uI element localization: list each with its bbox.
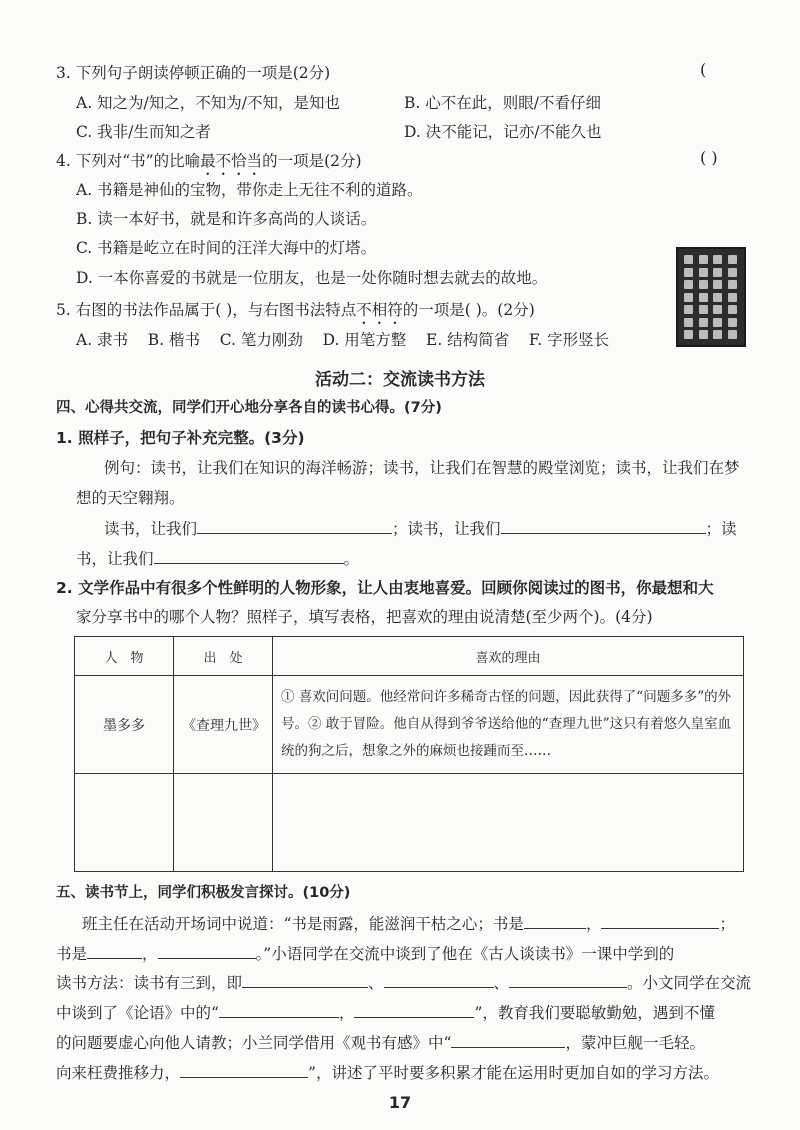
p5-text-2c: 。”小语同学在交流中谈到了他在《古人谈读书》一课中学到的 bbox=[255, 945, 675, 963]
cell-source-input[interactable] bbox=[174, 774, 273, 872]
p5-text-3d: 。小文同学在交流 bbox=[627, 974, 752, 992]
fill-text-e: 。 bbox=[343, 550, 360, 568]
q3-option-a: A. 知之为/知之，不知为/不知，是知也 bbox=[76, 94, 340, 112]
p5-text-5a: 的问题要虚心向他人请教；小兰同学借用《观书有感》中“ bbox=[56, 1034, 452, 1052]
p5-blank-6[interactable] bbox=[384, 971, 494, 988]
answer-blank-3[interactable] bbox=[154, 547, 344, 564]
p5-text-4a: 中谈到了《论语》中的“ bbox=[56, 1004, 219, 1022]
p5-blank-10[interactable] bbox=[451, 1031, 565, 1048]
table-header-row bbox=[75, 637, 744, 676]
part5-line-1 bbox=[82, 912, 735, 935]
p5-text-1c: ； bbox=[719, 915, 735, 933]
cell-person: 墨多多 bbox=[75, 676, 174, 774]
example-line-1: 例句：读书，让我们在知识的海洋畅游；读书，让我们在智慧的殿堂浏览；读书，让我们在梦 bbox=[104, 459, 740, 477]
q4-option-a: A. 书籍是神仙的宝物，带你走上无往不利的道路。 bbox=[76, 181, 423, 199]
q5-stem-part2: 的一项是( )。(2分) bbox=[402, 301, 535, 319]
calligraphy-image bbox=[676, 247, 746, 347]
p5-blank-4[interactable] bbox=[158, 942, 256, 959]
p5-text-2b: ， bbox=[142, 945, 158, 963]
fill-text-d: 书，让我们 bbox=[76, 550, 154, 568]
part5-line-4 bbox=[56, 1001, 715, 1024]
q3-stem: 3. 下列句子朗读停顿正确的一项是(2分) bbox=[56, 64, 331, 82]
part5-line-6 bbox=[56, 1061, 719, 1084]
part5-line-2 bbox=[56, 942, 674, 965]
q5-stem bbox=[56, 299, 535, 328]
p5-text-1a: 班主任在活动开场词中说道：“书是雨露，能滋润干枯之心；书是 bbox=[82, 915, 524, 933]
cell-reason: ① 喜欢问问题。他经常问许多稀奇古怪的问题，因此获得了“问题多多”的外号。② 敢于冒险。他自从得到爷爷送给他的“查理九世”这只有着悠久皇室血统的狗之后，想象之外的麻烦也接踵而至…… bbox=[273, 676, 744, 774]
q4-answer-paren[interactable]: ( ) bbox=[700, 148, 718, 167]
q3-option-c: C. 我非/生而知之者 bbox=[76, 123, 211, 141]
p5-text-3a: 读书方法：读书有三到，即 bbox=[56, 974, 243, 992]
p5-blank-3[interactable] bbox=[87, 942, 142, 959]
q5-stem-part1: 5. 右图的书法作品属于( )，与右图书法特点 bbox=[56, 301, 357, 319]
p5-text-6a: 向来枉费推移力， bbox=[56, 1064, 181, 1082]
p5-text-5b: ，蒙冲巨舰一毛轻。 bbox=[565, 1034, 705, 1052]
p5-text-4c: ”，教育我们要聪敏勤勉，遇到不懂 bbox=[474, 1004, 715, 1022]
p5-text-1b: ， bbox=[585, 915, 602, 933]
header-source: 出 处 bbox=[174, 637, 273, 676]
part5-line-5 bbox=[56, 1031, 705, 1054]
q3-answer-paren[interactable]: ( bbox=[700, 60, 707, 79]
fill-text-a: 读书，让我们 bbox=[104, 520, 198, 538]
part4-q2-stem-line-2: 家分享书中的哪个人物？照样子，填写表格，把喜欢的理由说清楚(至少两个)。(4分) bbox=[76, 608, 653, 626]
answer-blank-1[interactable] bbox=[197, 517, 392, 534]
p5-blank-5[interactable] bbox=[242, 971, 368, 988]
part4-heading: 四、心得共交流，同学们开心地分享各自的读书心得。(7分) bbox=[56, 400, 442, 416]
fill-text-c: ；读 bbox=[705, 520, 737, 538]
q5-stem-emphasis: 不相符 bbox=[356, 301, 403, 319]
part4-q1-stem bbox=[56, 427, 305, 449]
table-row bbox=[75, 676, 744, 774]
q4-stem bbox=[56, 150, 362, 179]
cell-reason-input[interactable] bbox=[273, 774, 744, 872]
answer-blank-2[interactable] bbox=[501, 517, 706, 534]
p5-blank-1[interactable] bbox=[524, 912, 586, 929]
fill-text-b: ；读书，让我们 bbox=[392, 520, 501, 538]
p5-text-6b: ”，讲述了平时要多积累才能在运用时更加自如的学习方法。 bbox=[308, 1064, 719, 1082]
q3-option-b: B. 心不在此，则眼/不看仔细 bbox=[404, 94, 601, 112]
example-line-2: 想的天空翱翔。 bbox=[76, 489, 185, 507]
q4-stem-before: 4. 下列对“书”的比喻 bbox=[56, 152, 201, 170]
q4-stem-after: 的一项是(2分) bbox=[262, 152, 362, 170]
p5-text-2a: 书是 bbox=[56, 945, 88, 963]
p5-text-3b: 、 bbox=[368, 974, 384, 992]
header-reason: 喜欢的理由 bbox=[273, 637, 744, 676]
p5-blank-2[interactable] bbox=[601, 912, 719, 929]
part5-line-3 bbox=[56, 971, 751, 994]
q4-option-b: B. 读一本好书，就是和许多高尚的人谈话。 bbox=[76, 210, 377, 228]
p5-blank-8[interactable] bbox=[219, 1001, 339, 1018]
cell-source: 《查理九世》 bbox=[174, 676, 273, 774]
q4-option-c: C. 书籍是屹立在时间的汪洋大海中的灯塔。 bbox=[76, 239, 377, 257]
cell-person-input[interactable] bbox=[75, 774, 174, 872]
fill-line-2 bbox=[76, 547, 359, 570]
p5-blank-9[interactable] bbox=[354, 1001, 474, 1018]
section-title: 活动二：交流读书方法 bbox=[315, 370, 485, 390]
page-number: 17 bbox=[388, 1093, 412, 1112]
q5-options: A. 隶书 B. 楷书 C. 笔力刚劲 D. 用笔方整 E. 结构简省 F. 字形竖长 bbox=[76, 331, 610, 349]
table-row-empty bbox=[75, 774, 744, 872]
fill-line-1 bbox=[104, 517, 737, 540]
character-table bbox=[74, 636, 744, 872]
header-person: 人 物 bbox=[75, 637, 174, 676]
part4-q2-stem-line-1 bbox=[56, 577, 714, 599]
p5-blank-7[interactable] bbox=[509, 971, 627, 988]
p5-blank-11[interactable] bbox=[180, 1061, 308, 1078]
q4-stem-emphasis: 最不恰当 bbox=[200, 152, 263, 170]
part4-q2-number: 2. 文学作品中有很多个性鲜明的人物形象，让人由衷地喜爱。回顾你阅读过的图书，你最想和大 bbox=[56, 579, 714, 597]
part5-heading: 五、读书节上，同学们积极发言探讨。(10分) bbox=[56, 885, 351, 901]
p5-text-4b: ， bbox=[338, 1004, 355, 1022]
part4-q1-stem-text: 1. 照样子，把句子补充完整。(3分) bbox=[56, 429, 305, 447]
p5-text-3c: 、 bbox=[493, 974, 510, 992]
q3-option-d: D. 决不能记，记亦/不能久也 bbox=[404, 123, 602, 141]
q4-option-d: D. 一本你喜爱的书就是一位朋友，也是一处你随时想去就去的故地。 bbox=[76, 269, 548, 287]
